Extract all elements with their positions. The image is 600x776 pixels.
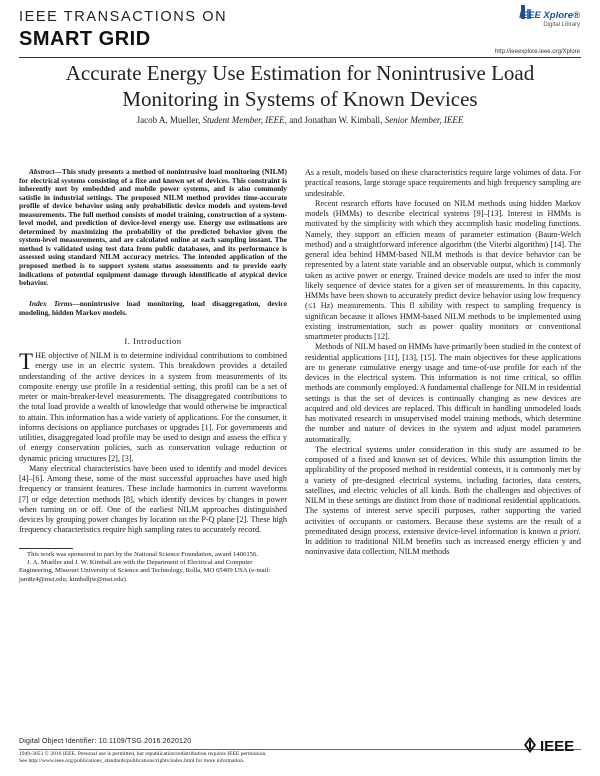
index-terms-label: Index Terms — [29, 299, 73, 308]
drop-cap: T — [19, 349, 34, 374]
header-rule — [19, 57, 581, 58]
right-paragraph-1: As a result, models based on these characteristics require large volumes of data. For practical reasons, large storage space requirements and high frequency sampling are undesirable. — [305, 168, 581, 198]
journal-name: SMART GRID — [19, 28, 151, 50]
right-paragraph-4-b: In addition to traditional NILM benefits such as increased energy efficien y and noninvasive data collection, NILM methods — [305, 537, 581, 557]
author-and: and — [289, 115, 303, 125]
footnote-funding: This work was sponsored in part by the National Science Foundation, award 1406156. — [27, 551, 259, 558]
intro-first-word: HE — [35, 351, 46, 360]
copyright-line: 1949-3053 © 2016 IEEE. Personal use is permitted, but republication/redistribution requires IEEE permission. — [19, 751, 267, 757]
intro-paragraph-2: Many electrical characteristics have been used to identify and model devices [4]–[6]. Among these, some of the most successful approaches have used high frequency or transient features. These include harmonics in current waveforms [7] or edge detection methods [8], which identify devices by changes in power when turning on or off. One of the earliest NILM approaches distinguished devices by grouping power changes by location on the P-Q plane [2]. These high frequency characteristics require high sampling rates to accurately record. — [19, 463, 287, 535]
author-1-role: Student Member, IEEE, — [202, 115, 287, 125]
author-1: Jacob A. Mueller, — [136, 115, 201, 125]
intro-right-column — [305, 168, 581, 558]
abstract-label: Abstract— — [29, 167, 62, 176]
right-paragraph-4 — [305, 445, 581, 558]
right-paragraph-2: Recent research efforts have focused on NILM methods using hidden Markov models (HMMs) to describe electrical systems [9]–[13]. Interest in HMMs is motivated by the simplicity with which they accomplish basic modeling functions. Namely, they support an efficien means of parameter estimation (Baum-Welch method) and a straightforward inference algorithm (the Viterbi algorithm) [14]. The general idea behind HMM-based NILM methods is that device behavior can be represented by a latent state variable and an observable output, which is commonly taken as active power or energy. Trained device models are used to infer the most likely sequence of device states for a given set of measurements. In this capacity, HMMs have been shown to accurately predict device behavior using low frequency (≤1 Hz) measurements. This fl xibility with respect to sampling frequency is significan because it allows HMM-based NILM methods to be implemented using existing instrumentation, such as power quality monitors or conventional smartmeter products [12]. — [305, 198, 581, 341]
footnote-rule — [19, 548, 73, 549]
author-2: Jonathan W. Kimball, — [304, 115, 383, 125]
doi[interactable]: Digital Object Identifier: 10.1109/TSG.2016.2620120 — [19, 738, 192, 745]
footnote-affiliation: J. A. Mueller and J. W. Kimball are with the Department of Electrical and Computer Engineering, Missouri University of Science and Technology, Rolla, MO 65409 USA (e-mail: jam8z4@mst.edu; kimballjw@mst.edu). — [19, 559, 271, 583]
xplore-brand[interactable] — [519, 10, 580, 28]
permissions-line: See http://www.ieee.org/publications_standards/publications/rights/index.html for more information. — [19, 758, 245, 764]
xplore-brand-name: IEEE Xplore® — [519, 10, 580, 21]
footnotes — [19, 551, 287, 584]
ieee-logo-icon — [522, 734, 580, 756]
right-paragraph-4-a: The electrical systems under consideration in this study are assumed to be composed of a fixed and known set of devices. While this assumption limits the applicability of the proposed method in residential contexts, it is commonly met by a variety of pre-designed electrical systems, including factories, data centers, satellites, and electric vehicles of all kinds. Both the challenges and objectives of NILM in these settings are distinct from those of traditional residential applications. The systems of interest serve specifi purposes, rather supporting the varied activities of occupants or customers. Because these systems are the result of a premeditated design process, extensive device-level information is known — [305, 444, 581, 536]
ieee-logo-text: IEEE — [540, 738, 575, 755]
index-terms — [19, 300, 287, 317]
author-line — [19, 115, 581, 125]
xplore-brand-sub: Digital Library — [543, 22, 580, 28]
intro-paragraph-1: objective of NILM is to determine individual contributions to combined energy use in an electric system. This breakdown provides a detailed understanding of the active devices in a system from measurements of its composite energy use profile In a residential setting, this profil can be a set of meter or main-breaker-level measurements. The disaggregated contributions to the total load provide a wealth of knowledge that would otherwise be impractical to attain. This information has a wide variety of applications. For the consumer, it informs decisions on appliance purchases or upgrades [1]. For governments and utilities, disaggregated load profile may be used to design and assess the effica y of energy conservation policies, such as conservation voltage reduction or dynamic pricing structures [2], [3]. — [19, 351, 287, 463]
copyright-footer — [19, 751, 489, 765]
abstract — [19, 168, 287, 288]
xplore-url[interactable]: http://ieeexplore.ieee.org/Xplore — [494, 49, 580, 55]
journal-series: IEEE TRANSACTIONS ON — [19, 9, 228, 25]
a-priori: a priori. — [553, 526, 581, 536]
intro-left-column — [19, 351, 287, 536]
paper-title: Accurate Energy Use Estimation for Nonintrusive Load Monitoring in Systems of Known Devices — [65, 61, 535, 111]
abstract-text: This study presents a method of nonintrusive load monitoring (NILM) for electrical systems consisting of a fixe and known set of devices. This constraint is inherently met by embedded and mobile power systems, and is also commonly satisfie in industrial settings. The proposed NILM method provides time-accurate profile of device behavior using only probabilistic device models and system-level measurements. The full method consists of model training, construction of a system-level model, and prediction of device-level energy use. Energy use estimations are determined by maximizing the probability of the predicted behavior given the system-level measurements, and are calculated online at each sampling instant. The method is validated using test data from public databases, and its performance is assessed using standard NILM accuracy metrics. The intended application of the proposed method is to support system status assessments and to provide early indications of potential equipment damage through identificatio of atypical device behavior. — [19, 167, 287, 288]
section-heading: I. Introduction — [124, 336, 182, 346]
right-paragraph-3: Methods of NILM based on HMMs have primarily been studied in the context of residential applications [11], [13], [15]. The main objectives for these applications are to generate cumulative energy usage and time-of-use profile for each of the devices in the electrical system. This information is not time critical, so offlin methods are commonly employed. A fundamental challenge for NILM in residential settings is that the set of devices is continually changing as new devices are acquired and old devices are replaced. This difficult in handling unmodeled loads has motivated research in unsupervised model training methods, which determine the number and nature of devices in the system and adjust model parameters automatically. — [305, 342, 581, 444]
index-terms-text: —nonintrusive load monitoring, load disaggregation, device modeling, hidden Markov models. — [19, 299, 287, 317]
footer-rule — [19, 749, 581, 750]
author-2-role: Senior Member, IEEE — [384, 115, 464, 125]
